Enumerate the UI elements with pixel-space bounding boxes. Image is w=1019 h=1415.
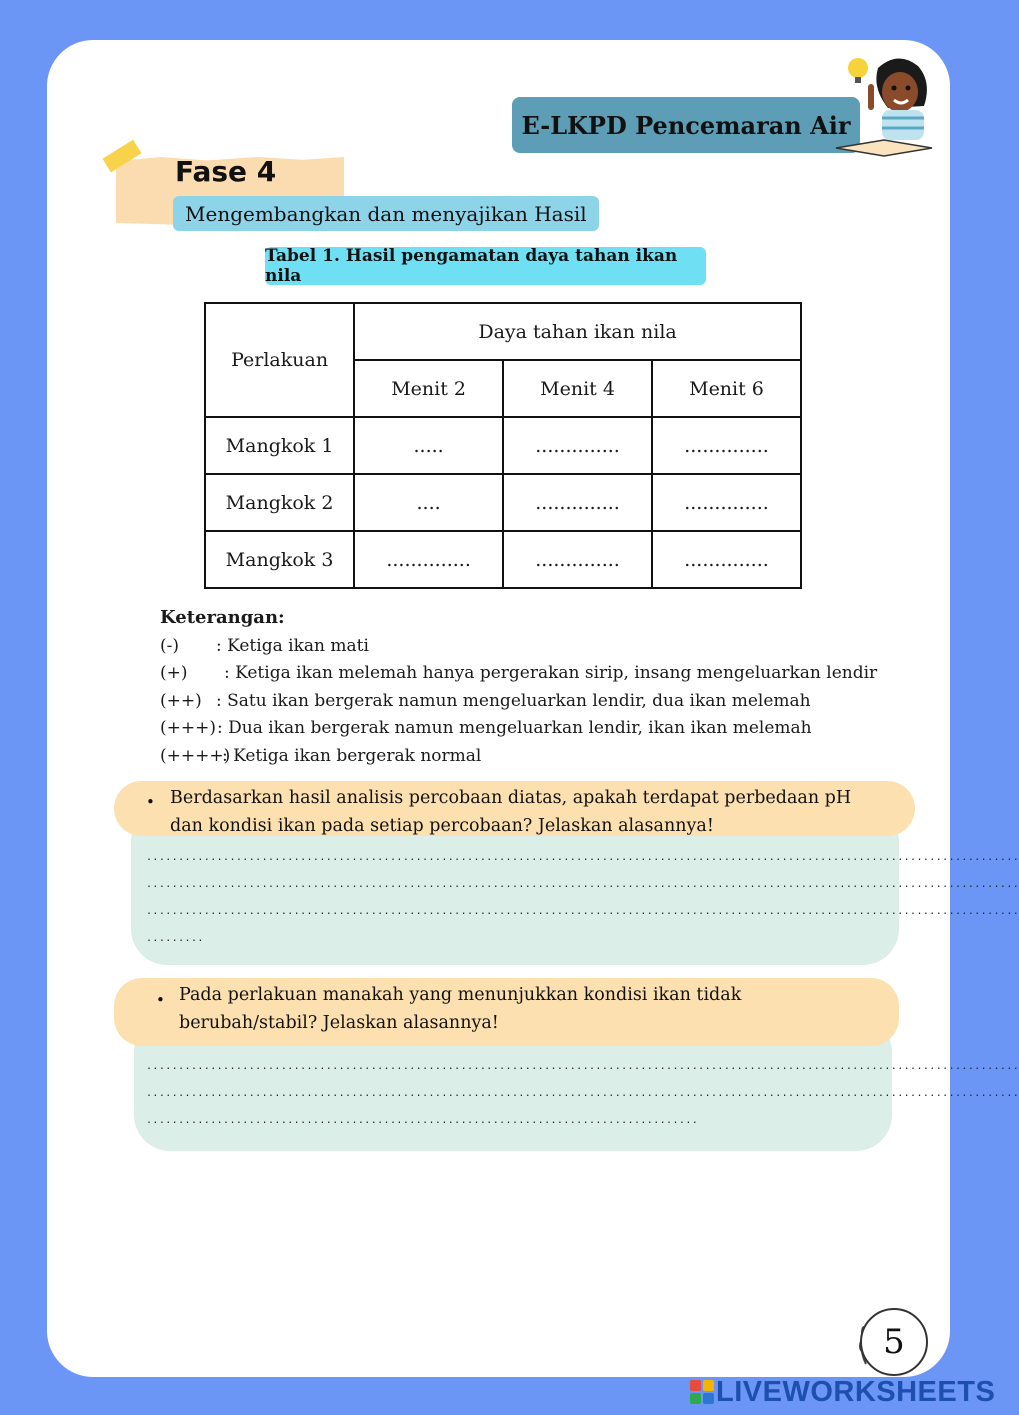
- student-mascot-icon: [828, 48, 940, 160]
- legend-text: : Ketiga ikan mati: [216, 635, 369, 656]
- answer-line[interactable]: ........................................................................................................................................: [146, 852, 1019, 863]
- legend-key: (+++): [160, 718, 216, 738]
- legend-key: (+): [160, 663, 188, 683]
- legend-item: [160, 633, 877, 661]
- legend-item: [160, 743, 877, 771]
- answer-line[interactable]: ......................................................................................: [146, 1115, 699, 1126]
- answer-line[interactable]: ........................................................................................................................................: [146, 1088, 1019, 1099]
- legend-item: [160, 688, 877, 716]
- answer-line[interactable]: .........: [146, 933, 204, 944]
- column-header: Menit 4: [503, 360, 652, 417]
- legend-title: Keterangan:: [160, 607, 285, 628]
- bullet-icon: •: [146, 793, 155, 811]
- legend-item: [160, 715, 877, 743]
- legend-text: : Ketiga ikan bergerak normal: [222, 745, 482, 766]
- legend-key: (++++): [160, 745, 231, 766]
- observation-table: [204, 302, 802, 589]
- answer-cell[interactable]: ..............: [652, 474, 801, 531]
- answer-cell[interactable]: ..............: [354, 531, 503, 588]
- answer-cell[interactable]: ..............: [503, 474, 652, 531]
- legend-text: : Dua ikan bergerak namun mengeluarkan lendir, ikan ikan melemah: [217, 718, 812, 738]
- answer-cell[interactable]: ..............: [503, 417, 652, 474]
- answer-cell[interactable]: ....: [354, 474, 503, 531]
- table-caption: Tabel 1. Hasil pengamatan daya tahan ikan nila: [265, 247, 706, 285]
- question-1-line-1: Berdasarkan hasil analisis percobaan diatas, apakah terdapat perbedaan pH: [170, 788, 852, 808]
- answer-line[interactable]: ........................................................................................................................................: [146, 879, 1019, 890]
- table-row: [205, 417, 801, 474]
- question-2-line-1: Pada perlakuan manakah yang menunjukkan kondisi ikan tidak: [179, 985, 742, 1005]
- group-header: Daya tahan ikan nila: [354, 303, 801, 360]
- answer-cell[interactable]: ..............: [503, 531, 652, 588]
- row-label: Mangkok 2: [205, 474, 354, 531]
- answer-cell[interactable]: ..............: [652, 531, 801, 588]
- phase-title: Fase 4: [175, 155, 277, 188]
- footer-brand: LIVEWORKSHEETS: [716, 1375, 996, 1408]
- liveworksheets-logo[interactable]: [690, 1377, 995, 1407]
- legend-text: : Satu ikan bergerak namun mengeluarkan lendir, dua ikan melemah: [216, 690, 811, 711]
- table-row: [205, 474, 801, 531]
- liveworksheets-icon: [690, 1380, 714, 1404]
- worksheet-title: E-LKPD Pencemaran Air: [512, 97, 860, 153]
- bullet-icon: •: [156, 991, 165, 1009]
- question-1: [114, 781, 915, 836]
- table-row: [205, 531, 801, 588]
- page-number: 5: [860, 1308, 928, 1376]
- legend-item: [160, 660, 877, 688]
- row-label: Mangkok 3: [205, 531, 354, 588]
- question-2-line-2: berubah/stabil? Jelaskan alasannya!: [179, 1013, 499, 1033]
- column-header: Menit 2: [354, 360, 503, 417]
- answer-cell[interactable]: ..............: [652, 417, 801, 474]
- legend-key: (-): [160, 635, 180, 656]
- answer-line[interactable]: ........................................................................................................................................: [146, 906, 1019, 917]
- phase-subtitle: Mengembangkan dan menyajikan Hasil: [173, 196, 599, 231]
- answer-cell[interactable]: .....: [354, 417, 503, 474]
- legend: [160, 604, 877, 770]
- row-header: Perlakuan: [205, 303, 354, 417]
- legend-key: (++): [160, 690, 202, 711]
- legend-text: : Ketiga ikan melemah hanya pergerakan sirip, insang mengeluarkan lendir: [224, 663, 878, 683]
- question-2: [114, 978, 899, 1046]
- question-1-line-2: dan kondisi ikan pada setiap percobaan? Jelaskan alasannya!: [170, 816, 714, 836]
- answer-line[interactable]: ........................................................................................................................................: [146, 1061, 1019, 1072]
- row-label: Mangkok 1: [205, 417, 354, 474]
- column-header: Menit 6: [652, 360, 801, 417]
